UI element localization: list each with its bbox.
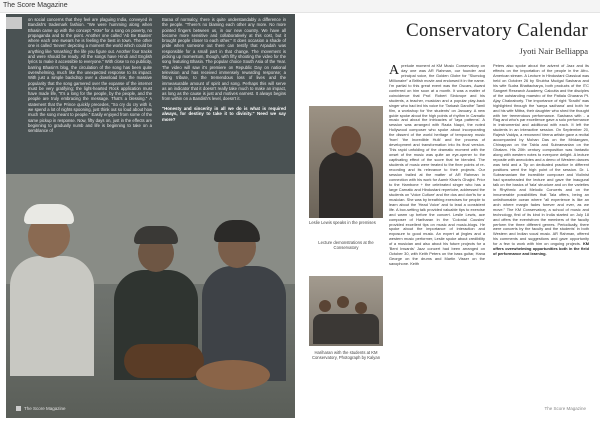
magazine-title: The Score Magazine bbox=[3, 2, 68, 9]
photo-figure-head bbox=[331, 126, 361, 156]
person-left-body bbox=[10, 256, 94, 376]
right-page bbox=[305, 14, 594, 418]
band-photo bbox=[6, 174, 295, 418]
caption-hariharan: Hariharan with the students at KM Conservatory, Photograph by Kalyan bbox=[311, 350, 381, 361]
photo-figure bbox=[355, 302, 367, 314]
person-center-cap bbox=[134, 226, 178, 244]
left-page-text bbox=[28, 17, 286, 177]
photo-figure bbox=[319, 300, 331, 312]
person-left-cap bbox=[24, 204, 74, 224]
caption-lecture-demo: Lecture demonstrations at the Conservatory bbox=[318, 240, 374, 251]
photo-hariharan-students bbox=[309, 276, 383, 346]
left-column-2 bbox=[162, 17, 286, 123]
person-right-hair bbox=[214, 220, 260, 242]
left-column-1: on social concerns that they feel are plaguing India, conveyed in Bandish's trademark fashion. "We were humming along when Bhasin came up with the concept "Vote" for a song on poverty, no propaganda and to the point. Another one called 'Ab Be Baaten' where each one swears he is feeling the best in town. The other one is called 'Seven' depicting a moment the world which could be anything like 'smashing' the life you figure out. Another four tracks and were should be ready. All the songs have Hindi and English lyrics to make it accessible to everyone." With close to no publicity, barring Bhasin's blog, the circulation of the song has been quite overwhelming, much like the unexpected response to its impact. With just a simple backdrop over a download link, the massive popularity that the song garnered over the expanse of the internet must be very gratifying; the light-hearted Rock application must have made life, "It's a long for the people, by the people, and the people are truly embracing the message. That's a blessing." A statement that the Prince quickly precedes, "So cry do cry with it, we spend a lot of nights spooning, just think out so loud about how much the song meant to people." Easily enjoyed from some of the same pickup in response. Now, fifty days on, just in the effects are beginning to gradually numb and life is beginning to take on a semblance of bbox=[28, 17, 152, 134]
article-author: Jyoti Nair Belliappa bbox=[519, 46, 588, 56]
article-column-2-text: Peters also spoke about the advent of Jazz and its effects on the importation of the people in the Afro-American stream. A Lecture in Hindustani Classical was held on October 26 by Shubha Mudgal Sashana and his wife Sudra Bhattacharya, both products of the ITC Sangeet Research Academy, Calcutta and the disciples of the outstanding maestro of the Patiala Gharana Pt. Ajay Chakraborty. The importance of right 'Sradhi' was highlighted through the 'sanya sadhana' and both he and his wife Mittra, their daughter who shed the thought with her tremendous performance. Sashana with - a Rag and who's par excellence gave a solo performance in instrumental and additional with each. It left the students in an interactive session. On September 20, Rajesh Vaidya, a renowned Veena artiste gave a recital accompanied by Mohan Das on the Mridangam, Chinappan on the Tabla and Subramanian on the Ghatam. His 20th century composition was fantastic along with western notes to everyone delight. A lecture reposite with anecdotes and a demo of Western dances was held and a Tip on dedicated practice in different positions went the high point of the session. Dr. L Subramaniam the incredible composer and Violinist had spearheaded the lecture and gave the inaugural talk on the basics of 'tala' structure and on the varieties in Rhythmic and Melodic Concerts and on the innumerable possibilities that Tala offers, being an unfathomable ocean where "all experience is like an arch where margin fades forever and ever, as we move." The KM Conservatory, a school of music and technology, first of its kind in India started on July 18 and offers the eventsfrom the members of the faculty perform the three different genres. Periodically, there were concerts by the faculty and the students' in both Western and Indian vocal music. AR Rahman, offered his comments and suggestions and gave opportunity for a few to work with him on ongoing projects. bbox=[493, 63, 590, 247]
drop-cap: A bbox=[389, 63, 400, 78]
photo-audience bbox=[313, 314, 379, 344]
pull-quote: "Honesty and sincerity in all we do is what is required always, for destiny to take it to divinity." Need we say more? bbox=[162, 105, 286, 122]
left-page bbox=[6, 14, 295, 418]
photo-leslie-lewis bbox=[309, 106, 383, 218]
reader-header bbox=[0, 0, 600, 13]
photo-figure bbox=[337, 296, 349, 308]
closing-statement: KM offers overwhelming opportunities both in the field of performance and learning. bbox=[493, 241, 589, 257]
left-column-2-text: Baraa of normalcy, there is quite understandably a difference in the people. "There's no blaming each other any more. No more pointed fingers between us, in our new country. We have all become more sensitive and collaboratively at this cost, but it brought people closer to each other." It does occasion a shade of pride when someone out there can testify that Arpadah was responsible for a small part in that change. The movement is picking up momentum, though, with fifty shooting the video for the song featuring Bhasin. The popular choice South Asia of the Year. The video will saw it's premiere on Republic Day on national television and has received immensely rewarding response; a fitting tribute, to the tremendous loss of lives and the immeasurable amount of spirit and song. Perhaps this will serve as an indicator that it doesn't really take much to make an impact, as long as the cause is just and motives earnest. It always begins from within on a Bandish's level, doesn't it. bbox=[162, 17, 286, 102]
left-page-footer bbox=[16, 406, 66, 411]
article-column-2 bbox=[493, 64, 589, 257]
caption-leslie-lewis: Leslie Lewis speaks in the premises bbox=[309, 220, 376, 225]
guitar bbox=[124, 344, 204, 378]
right-page-footer: The Score Magazine bbox=[544, 406, 586, 411]
logo-mark bbox=[16, 406, 21, 411]
article-column-1 bbox=[389, 64, 485, 267]
photo-figure-body bbox=[319, 152, 373, 218]
article-body bbox=[389, 64, 589, 404]
drum bbox=[196, 360, 270, 390]
magazine-spread bbox=[6, 14, 594, 418]
page-tab bbox=[6, 17, 22, 29]
article-title: Conservatory Calendar bbox=[406, 20, 588, 41]
left-footer-label: The Score Magazine bbox=[24, 406, 66, 411]
article-column-1-text: prelude moment at KM Music Conservatory on day one was AR Rahman, our founder and principal voice, the Golden Globe for "Slumdog Millionaire" a British movie and endorsed it in the name. I'm partial to this great event was the Oscars, Award conferred on him soon at a month. It was a matter of coincidence that Prof. Robert Sinicrope and his students, a teacher, musician and a popular play-back singer who had led his voice for 'Tarkash Dandhe' Tamil film, a workshop for 'the students' on January. A new guide spoke about the high points of rhythm in Carnatic music and about the intricacies of 'laya patterns'. A session was arranged with Razia Naqvi, the noted Hollywood composer who spoke about incorporating the dissent of the world heritage of temporary music 'from' 'the Incredible Hulk' and the process of development and transformation into its final version. This rapid unfolding of the dramatic moment with the onset of the music was quite an eye-opener to the captivating effect of the score that he blended. The students of music were treated to the finer points of re-recording and its relevance to their projects. Our session trailed at the matter of AR Rahman in connection with his work for Aamir Khan's Ghajini. Prior to the Hambone + the celebrated singer who has a large Carnatic and Hindustani repertoire, addressed the students on 'Voice Culture' and the dos and don'ts for a musician. She was by breathing exercises for people to learn about the 'Head Voice' and to lead a consistent life. A box-setting talk provided valuable tips to exercise and warm up before the concert. Leslie Lewis, ace composer of Hariharan in the 'Colonial Cousins' provided excellent tips on music and music-blogs. He spoke about the importance of interaction and exposure to good music. An expert at jingles and a western music performer, Leslie spoke about credibility of a musician and also about his future projects for a 'Bent Inwards' Jazz concert had been arranged on October 30, with Keith Peters on the bass guitar, Hana George on the drums and Martin Visser on the saxophone. Keith bbox=[389, 63, 485, 267]
